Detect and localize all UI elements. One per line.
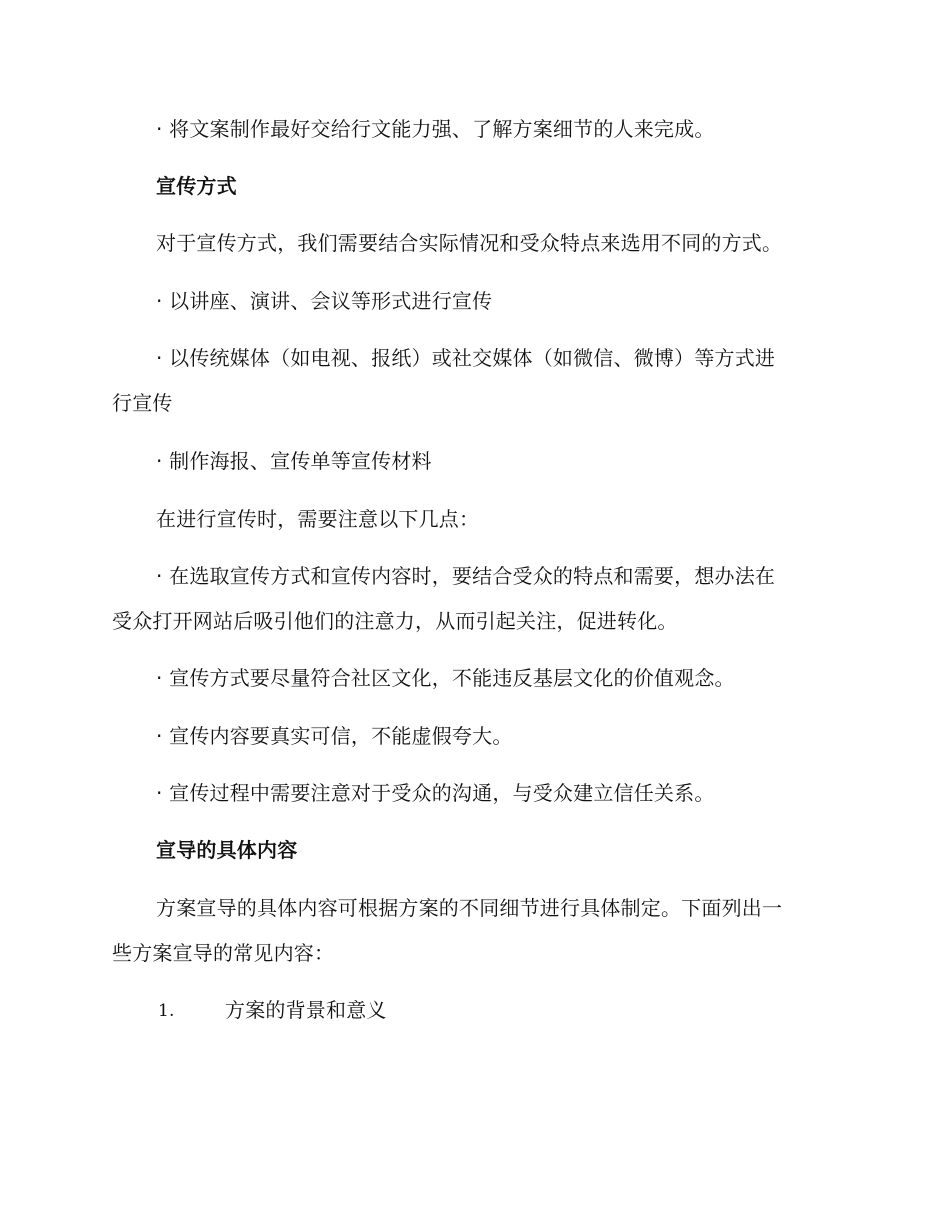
list-item-text: 方案的背景和意义 <box>225 998 387 1022</box>
bullet-posters: · 制作海报、宣传单等宣传材料 <box>156 449 432 473</box>
bullet-media-line1: · 以传统媒体（如电视、报纸）或社交媒体（如微信、微博）等方式进 <box>156 346 776 370</box>
bullet-lectures: · 以讲座、演讲、会议等形式进行宣传 <box>156 289 493 313</box>
bullet-audience-line2: 受众打开网站后吸引他们的注意力，从而引起关注，促进转化。 <box>112 609 678 633</box>
bullet-community-culture: · 宣传方式要尽量符合社区文化，不能违反基层文化的价值观念。 <box>156 666 735 690</box>
heading-promotion-methods: 宣传方式 <box>156 174 237 198</box>
list-item-number: 1. <box>158 1001 175 1021</box>
bullet-copywriting: · 将文案制作最好交给行文能力强、了解方案细节的人来完成。 <box>156 117 715 141</box>
heading-specific-content: 宣导的具体内容 <box>156 838 298 862</box>
bullet-truthful-content: · 宣传内容要真实可信，不能虚假夸大。 <box>156 724 513 748</box>
paragraph-notes-intro: 在进行宣传时，需要注意以下几点： <box>156 507 480 531</box>
paragraph-promotion-intro: 对于宣传方式，我们需要结合实际情况和受众特点来选用不同的方式。 <box>156 231 783 255</box>
bullet-communication: · 宣传过程中需要注意对于受众的沟通，与受众建立信任关系。 <box>156 781 715 805</box>
paragraph-content-line2: 些方案宣导的常见内容： <box>112 941 335 965</box>
bullet-media-line2: 行宣传 <box>112 391 173 415</box>
paragraph-content-line1: 方案宣导的具体内容可根据方案的不同细节进行具体制定。下面列出一 <box>156 896 783 920</box>
bullet-audience-line1: · 在选取宣传方式和宣传内容时，要结合受众的特点和需要，想办法在 <box>156 564 776 588</box>
